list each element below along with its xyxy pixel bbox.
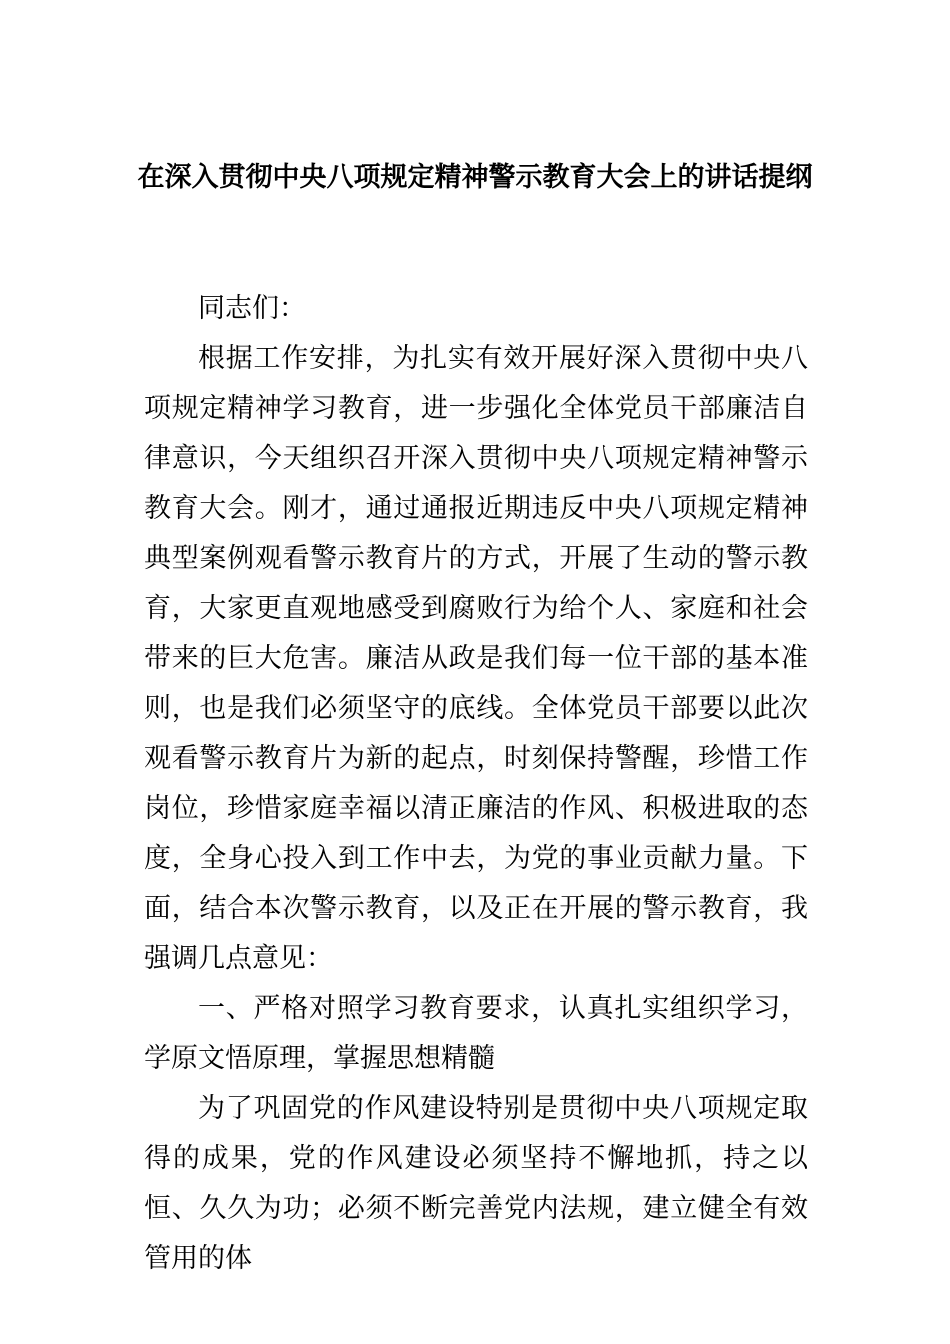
intro-paragraph: 根据工作安排，为扎实有效开展好深入贯彻中央八项规定精神学习教育，进一步强化全体党员干部廉洁自律意识，今天组织召开深入贯彻中央八项规定精神警示教育大会。刚才，通过通报近期违反中央八项规定精神典型案例观看警示教育片的方式，开展了生动的警示教育，大家更直观地感受到腐败行为给个人、家庭和社会带来的巨大危害。廉洁从政是我们每一位干部的基本准则，也是我们必须坚守的底线。全体党员干部要以此次观看警示教育片为新的起点，时刻保持警醒，珍惜工作岗位，珍惜家庭幸福以清正廉洁的作风、积极进取的态度，全身心投入到工作中去，为党的事业贡献力量。下面，结合本次警示教育，以及正在开展的警示教育，我强调几点意见： [144,343,808,974]
section-heading-one: 一、严格对照学习教育要求，认真扎实组织学习，学原文悟原理，掌握思想精髓 [144,993,808,1074]
section-one-paragraph: 为了巩固党的作风建设特别是贯彻中央八项规定取得的成果，党的作风建设必须坚持不懈地抓，持之以恒、久久为功；必须不断完善党内法规，建立健全有效管用的体 [144,1093,808,1274]
document-body [144,284,808,1284]
salutation-paragraph: 同志们： [198,293,306,324]
document-title: 在深入贯彻中央八项规定精神警示教育大会上的讲话提纲 [137,162,813,193]
